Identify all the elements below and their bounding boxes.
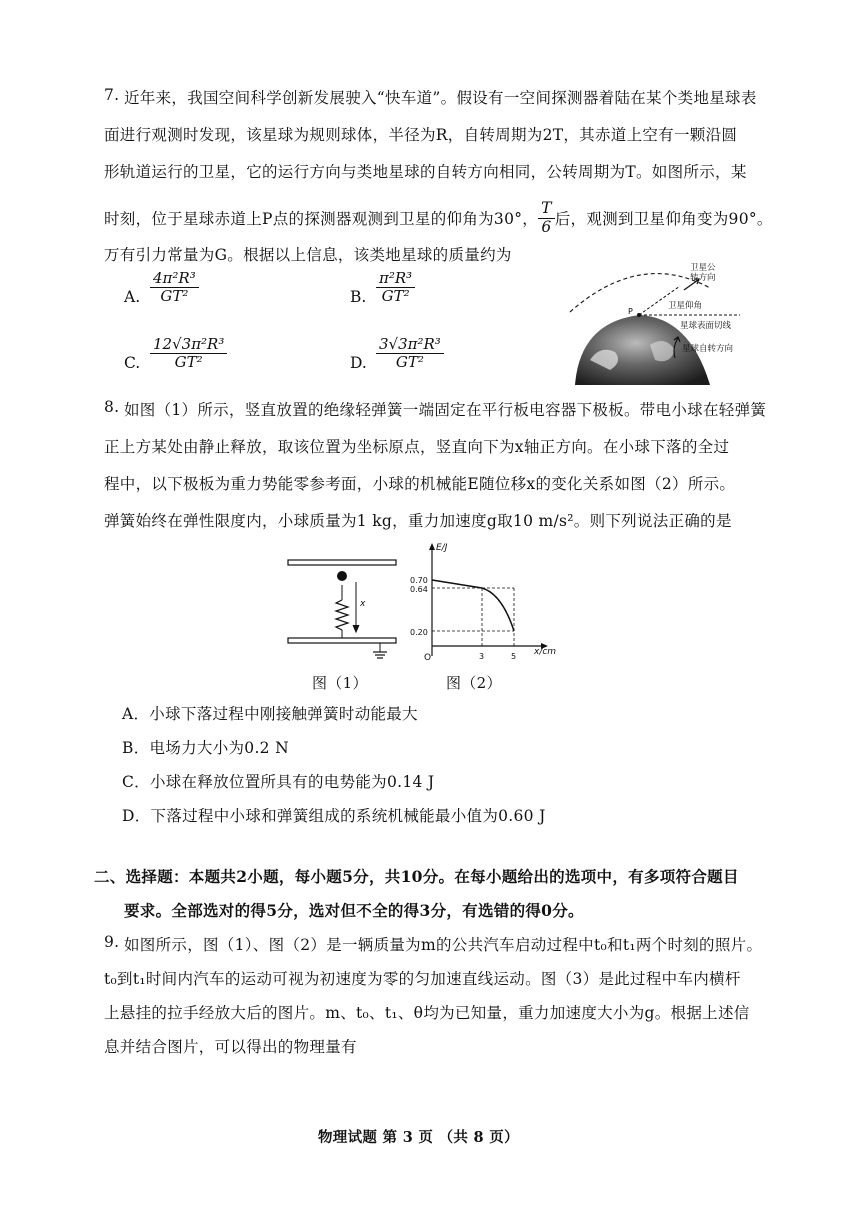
graph-ylabel: E/J	[436, 543, 448, 553]
q8-capacitor-figure	[280, 550, 405, 665]
q8-option-c: C．小球在释放位置所具有的电势能为0.14 J	[122, 773, 435, 791]
q7-option-d-label: D.	[350, 354, 367, 372]
section2-heading-line2: 要求。全部选对的得5分，选对但不全的得3分，有选错的得0分。	[124, 901, 584, 920]
fig2-caption: 图（2）	[446, 674, 502, 692]
q8-text-line1: 如图（1）所示，竖直放置的绝缘轻弹簧一端固定在平行板电容器下极板。带电小球在轻弹簧	[124, 401, 767, 419]
xtick-3: 3	[479, 652, 485, 661]
elevation-label: 卫星仰角	[668, 301, 703, 311]
q7-option-c-formula	[150, 336, 227, 372]
tangent-label: 星球表面切线	[680, 321, 732, 331]
q7-frac-num: T	[538, 200, 555, 219]
q7-frac-den: 6	[541, 217, 552, 236]
q7-number: 7.	[104, 86, 120, 104]
rotation-direction-label: 星球自转方向	[682, 344, 734, 354]
q7-option-a-label: A.	[124, 288, 141, 306]
q7-text-line5: 万有引力常量为G。根据以上信息，该类地星球的质量约为	[104, 246, 512, 264]
satellite-direction-label-2: 转方向	[690, 273, 716, 283]
graph-xlabel: x/cm	[534, 647, 557, 657]
q9-text-line1: 如图所示，图（1）、图（2）是一辆质量为m的公共汽车启动过程中t₀和t₁两个时刻的照片。	[124, 936, 763, 954]
q9-text-line2: t₀到t₁时间内汽车的运动可视为初速度为零的匀加速直线运动。图（3）是此过程中车内横杆	[104, 970, 741, 988]
q7-text-line4	[104, 200, 773, 237]
q7-option-c-label: C.	[124, 354, 141, 372]
q7-option-b-formula	[376, 270, 415, 306]
q7-option-d-formula	[376, 336, 444, 372]
spring	[336, 600, 348, 630]
fig1-caption: 图（1）	[312, 674, 368, 692]
q7-option-d-num: 3√3π²R³	[376, 336, 444, 354]
x-arrowhead-icon	[353, 625, 359, 632]
q7-text-line1: 近年来，我国空间科学创新发展驶入“快车道”。假设有一空间探测器着陆在某个类地星球表	[124, 89, 757, 107]
q8-option-d: D．下落过程中小球和弹簧组成的系统机械能最小值为0.60 J	[122, 807, 546, 825]
q7-text-line4-b: 后，观测到卫星仰角变为90°。	[554, 210, 773, 229]
q8-text-line4: 弹簧始终在弹性限度内，小球质量为1 kg，重力加速度g取10 m/s²。则下列说法正确的是	[104, 512, 732, 530]
q7-fraction-t6	[538, 200, 555, 237]
graph-origin: O	[424, 653, 432, 663]
section2-heading-line1: 二、选择题：本题共2小题，每小题5分，共10分。在每小题给出的选项中，有多项符合题目	[94, 867, 739, 886]
xtick-5: 5	[511, 652, 517, 661]
page-footer: 物理试题 第 3 页 （共 8 页）	[318, 1129, 519, 1146]
q7-option-a-num: 4π²R³	[150, 270, 199, 288]
q8-text-line2: 正上方某处由静止释放，取该位置为坐标原点，竖直向下为x轴正方向。在小球下落的全过	[104, 438, 730, 456]
q7-option-b-den: GT²	[381, 287, 410, 306]
q9-number: 9.	[104, 933, 120, 951]
ytick-070: 0.70	[410, 576, 428, 585]
q7-text-line2: 面进行观测时发现，该星球为规则球体，半径为R，自转周期为2T，其赤道上空有一颗沿圆	[104, 126, 738, 144]
q8-option-b: B．电场力大小为0.2 N	[122, 739, 289, 757]
e-axis-arrowhead-icon	[429, 543, 435, 550]
q7-option-a-formula	[150, 270, 199, 306]
satellite-direction-label-1: 卫星公	[690, 263, 716, 273]
q8-number: 8.	[104, 398, 120, 416]
q7-option-d-den: GT²	[395, 353, 424, 372]
q8-option-a: A．小球下落过程中刚接触弹簧时动能最大	[122, 705, 418, 723]
lower-plate	[288, 638, 396, 643]
q9-text-line3: 上悬挂的拉手经放大后的图片。m、t₀、t₁、θ均为已知量，重力加速度大小为g。根据上述信	[104, 1004, 750, 1022]
point-p-label: P	[628, 307, 633, 316]
q7-option-b-num: π²R³	[376, 270, 415, 288]
q9-text-line4: 息并结合图片，可以得出的物理量有	[104, 1038, 357, 1056]
upper-plate	[288, 560, 396, 565]
q7-text-line4-a: 时刻，位于星球赤道上P点的探测器观测到卫星的仰角为30°，	[104, 210, 539, 229]
ytick-064: 0.64	[410, 585, 428, 594]
q8-text-line3: 程中，以下极板为重力势能零参考面，小球的机械能E随位移x的变化关系如图（2）所示。	[104, 475, 736, 493]
x-axis-label: x	[360, 599, 366, 609]
ytick-020: 0.20	[410, 628, 428, 637]
q7-option-c-num: 12√3π²R³	[150, 336, 227, 354]
q7-option-c-den: GT²	[174, 353, 203, 372]
q7-satellite-figure	[560, 250, 760, 390]
q7-option-b-label: B.	[350, 288, 367, 306]
q7-text-line3: 形轨道运行的卫星，它的运行方向与类地星球的自转方向相同，公转周期为T。如图所示，某	[104, 163, 747, 181]
charged-ball	[337, 571, 347, 581]
q8-energy-graph	[408, 538, 563, 663]
q7-option-a-den: GT²	[160, 287, 189, 306]
